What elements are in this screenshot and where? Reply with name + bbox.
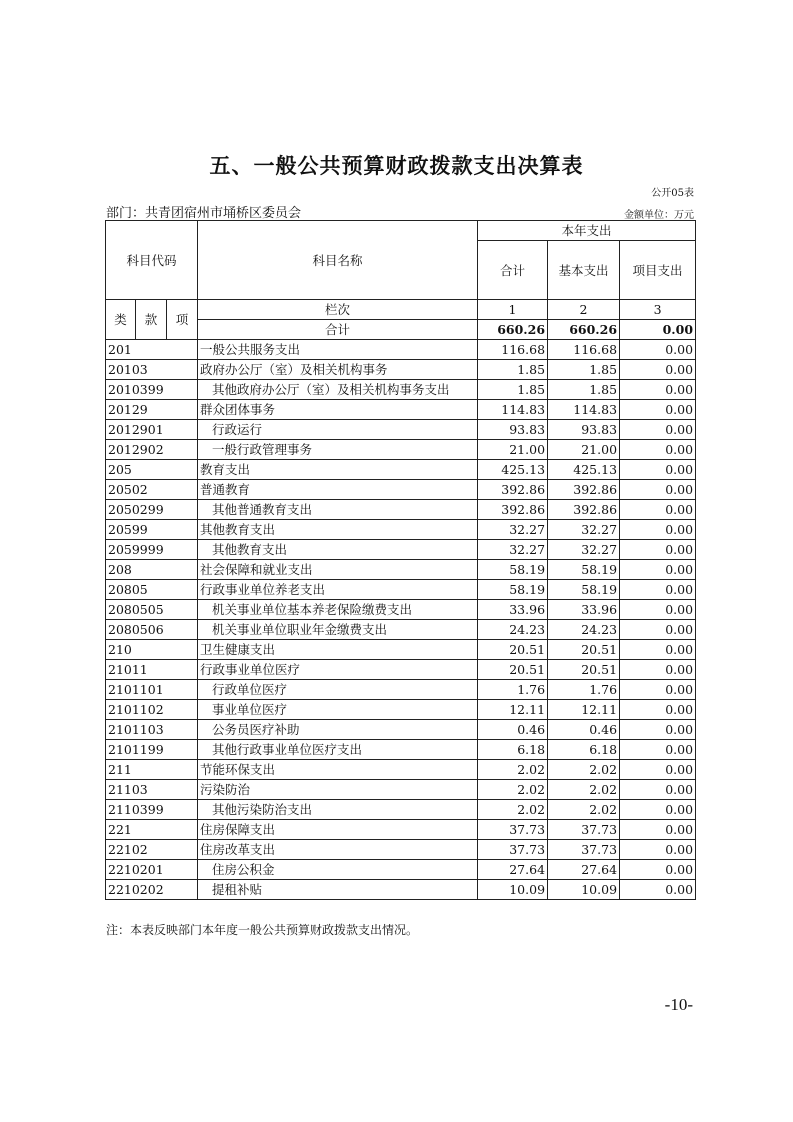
row-basic: 32.27 bbox=[548, 520, 620, 540]
row-basic: 425.13 bbox=[548, 460, 620, 480]
row-name: 其他政府办公厅（室）及相关机构事务支出 bbox=[198, 380, 478, 400]
row-name: 机关事业单位基本养老保险缴费支出 bbox=[198, 600, 478, 620]
row-project: 0.00 bbox=[620, 780, 696, 800]
row-code: 221 bbox=[106, 820, 198, 840]
table-row bbox=[106, 460, 696, 480]
row-total: 1.85 bbox=[478, 380, 548, 400]
row-project: 0.00 bbox=[620, 340, 696, 360]
row-basic: 2.02 bbox=[548, 780, 620, 800]
row-code: 20502 bbox=[106, 480, 198, 500]
table-row bbox=[106, 820, 696, 840]
row-total: 32.27 bbox=[478, 520, 548, 540]
row-project: 0.00 bbox=[620, 880, 696, 900]
row-code: 22102 bbox=[106, 840, 198, 860]
row-name: 行政事业单位养老支出 bbox=[198, 580, 478, 600]
table-row bbox=[106, 700, 696, 720]
sum-project: 0.00 bbox=[620, 320, 696, 340]
table-row bbox=[106, 720, 696, 740]
table-row bbox=[106, 440, 696, 460]
row-code: 2012901 bbox=[106, 420, 198, 440]
row-basic: 37.73 bbox=[548, 820, 620, 840]
table-row bbox=[106, 600, 696, 620]
row-project: 0.00 bbox=[620, 480, 696, 500]
row-code: 210 bbox=[106, 640, 198, 660]
row-basic: 116.68 bbox=[548, 340, 620, 360]
table-row bbox=[106, 380, 696, 400]
row-project: 0.00 bbox=[620, 500, 696, 520]
row-code: 2059999 bbox=[106, 540, 198, 560]
row-total: 2.02 bbox=[478, 780, 548, 800]
table-row bbox=[106, 880, 696, 900]
row-total: 58.19 bbox=[478, 560, 548, 580]
row-basic: 58.19 bbox=[548, 560, 620, 580]
sum-label: 合计 bbox=[198, 320, 478, 340]
row-project: 0.00 bbox=[620, 820, 696, 840]
row-total: 37.73 bbox=[478, 840, 548, 860]
row-total: 32.27 bbox=[478, 540, 548, 560]
table-row bbox=[106, 840, 696, 860]
row-name: 一般行政管理事务 bbox=[198, 440, 478, 460]
row-basic: 20.51 bbox=[548, 640, 620, 660]
row-total: 21.00 bbox=[478, 440, 548, 460]
row-total: 20.51 bbox=[478, 660, 548, 680]
row-name: 行政运行 bbox=[198, 420, 478, 440]
header-total: 合计 bbox=[478, 241, 548, 300]
row-total: 392.86 bbox=[478, 480, 548, 500]
table-row bbox=[106, 800, 696, 820]
row-name: 其他污染防治支出 bbox=[198, 800, 478, 820]
table-row bbox=[106, 500, 696, 520]
row-project: 0.00 bbox=[620, 800, 696, 820]
row-name: 群众团体事务 bbox=[198, 400, 478, 420]
row-basic: 1.85 bbox=[548, 360, 620, 380]
row-total: 37.73 bbox=[478, 820, 548, 840]
row-basic: 33.96 bbox=[548, 600, 620, 620]
row-name: 卫生健康支出 bbox=[198, 640, 478, 660]
row-code: 211 bbox=[106, 760, 198, 780]
row-basic: 58.19 bbox=[548, 580, 620, 600]
page-number: -10- bbox=[664, 995, 693, 1014]
row-total: 20.51 bbox=[478, 640, 548, 660]
column-number-1: 1 bbox=[478, 300, 548, 320]
header-lanci: 栏次 bbox=[198, 300, 478, 320]
table-row bbox=[106, 540, 696, 560]
row-total: 2.02 bbox=[478, 800, 548, 820]
row-project: 0.00 bbox=[620, 760, 696, 780]
column-number-3: 3 bbox=[620, 300, 696, 320]
row-project: 0.00 bbox=[620, 540, 696, 560]
row-code: 205 bbox=[106, 460, 198, 480]
row-basic: 392.86 bbox=[548, 500, 620, 520]
table-row bbox=[106, 620, 696, 640]
row-code: 2080505 bbox=[106, 600, 198, 620]
row-project: 0.00 bbox=[620, 560, 696, 580]
row-code: 2210202 bbox=[106, 880, 198, 900]
row-project: 0.00 bbox=[620, 580, 696, 600]
table-row bbox=[106, 520, 696, 540]
row-code: 20129 bbox=[106, 400, 198, 420]
row-project: 0.00 bbox=[620, 860, 696, 880]
row-name: 其他普通教育支出 bbox=[198, 500, 478, 520]
row-project: 0.00 bbox=[620, 520, 696, 540]
row-total: 425.13 bbox=[478, 460, 548, 480]
row-name: 公务员医疗补助 bbox=[198, 720, 478, 740]
header-subject-code: 科目代码 bbox=[106, 221, 198, 300]
row-code: 2101103 bbox=[106, 720, 198, 740]
row-project: 0.00 bbox=[620, 440, 696, 460]
column-number-2: 2 bbox=[548, 300, 620, 320]
row-code: 2101101 bbox=[106, 680, 198, 700]
table-row bbox=[106, 660, 696, 680]
table-row bbox=[106, 860, 696, 880]
table-row bbox=[106, 580, 696, 600]
row-code: 2050299 bbox=[106, 500, 198, 520]
row-basic: 392.86 bbox=[548, 480, 620, 500]
row-name: 住房公积金 bbox=[198, 860, 478, 880]
row-project: 0.00 bbox=[620, 420, 696, 440]
row-code: 21011 bbox=[106, 660, 198, 680]
row-name: 行政单位医疗 bbox=[198, 680, 478, 700]
row-name: 政府办公厅（室）及相关机构事务 bbox=[198, 360, 478, 380]
row-total: 10.09 bbox=[478, 880, 548, 900]
row-name: 其他教育支出 bbox=[198, 520, 478, 540]
row-basic: 6.18 bbox=[548, 740, 620, 760]
row-total: 392.86 bbox=[478, 500, 548, 520]
row-basic: 24.23 bbox=[548, 620, 620, 640]
row-basic: 1.85 bbox=[548, 380, 620, 400]
row-project: 0.00 bbox=[620, 600, 696, 620]
table-row bbox=[106, 680, 696, 700]
row-total: 1.85 bbox=[478, 360, 548, 380]
row-project: 0.00 bbox=[620, 840, 696, 860]
row-basic: 20.51 bbox=[548, 660, 620, 680]
sum-basic: 660.26 bbox=[548, 320, 620, 340]
row-name: 事业单位医疗 bbox=[198, 700, 478, 720]
row-name: 一般公共服务支出 bbox=[198, 340, 478, 360]
row-basic: 32.27 bbox=[548, 540, 620, 560]
row-basic: 10.09 bbox=[548, 880, 620, 900]
row-basic: 37.73 bbox=[548, 840, 620, 860]
header-subject-name: 科目名称 bbox=[198, 221, 478, 300]
row-project: 0.00 bbox=[620, 720, 696, 740]
row-project: 0.00 bbox=[620, 660, 696, 680]
row-total: 2.02 bbox=[478, 760, 548, 780]
table-row bbox=[106, 760, 696, 780]
row-total: 6.18 bbox=[478, 740, 548, 760]
row-name: 教育支出 bbox=[198, 460, 478, 480]
table-row bbox=[106, 640, 696, 660]
row-total: 58.19 bbox=[478, 580, 548, 600]
row-code: 2110399 bbox=[106, 800, 198, 820]
row-project: 0.00 bbox=[620, 740, 696, 760]
table-row bbox=[106, 400, 696, 420]
header-year-expense: 本年支出 bbox=[478, 221, 696, 241]
header-basic: 基本支出 bbox=[548, 241, 620, 300]
row-code: 2101199 bbox=[106, 740, 198, 760]
row-project: 0.00 bbox=[620, 460, 696, 480]
row-basic: 27.64 bbox=[548, 860, 620, 880]
row-total: 12.11 bbox=[478, 700, 548, 720]
row-basic: 0.46 bbox=[548, 720, 620, 740]
row-total: 114.83 bbox=[478, 400, 548, 420]
row-code: 20599 bbox=[106, 520, 198, 540]
row-total: 1.76 bbox=[478, 680, 548, 700]
table-row bbox=[106, 360, 696, 380]
row-code: 208 bbox=[106, 560, 198, 580]
row-total: 24.23 bbox=[478, 620, 548, 640]
table-row bbox=[106, 420, 696, 440]
row-basic: 21.00 bbox=[548, 440, 620, 460]
sum-total: 660.26 bbox=[478, 320, 548, 340]
row-total: 0.46 bbox=[478, 720, 548, 740]
header-xiang: 项 bbox=[167, 300, 198, 340]
row-code: 201 bbox=[106, 340, 198, 360]
row-name: 社会保障和就业支出 bbox=[198, 560, 478, 580]
table-row bbox=[106, 740, 696, 760]
row-code: 20805 bbox=[106, 580, 198, 600]
table-row bbox=[106, 480, 696, 500]
row-basic: 1.76 bbox=[548, 680, 620, 700]
row-project: 0.00 bbox=[620, 400, 696, 420]
header-kuan: 款 bbox=[136, 300, 167, 340]
row-project: 0.00 bbox=[620, 620, 696, 640]
row-basic: 114.83 bbox=[548, 400, 620, 420]
row-project: 0.00 bbox=[620, 360, 696, 380]
amount-unit-label: 金额单位：万元 bbox=[624, 210, 694, 221]
department-label: 部门：共青团宿州市埇桥区委员会 bbox=[106, 206, 302, 221]
table-row bbox=[106, 340, 696, 360]
row-project: 0.00 bbox=[620, 640, 696, 660]
row-project: 0.00 bbox=[620, 700, 696, 720]
row-code: 2101102 bbox=[106, 700, 198, 720]
row-basic: 2.02 bbox=[548, 760, 620, 780]
row-name: 普通教育 bbox=[198, 480, 478, 500]
row-code: 20103 bbox=[106, 360, 198, 380]
row-total: 116.68 bbox=[478, 340, 548, 360]
expenditure-table bbox=[105, 220, 696, 900]
row-code: 2012902 bbox=[106, 440, 198, 460]
row-code: 2010399 bbox=[106, 380, 198, 400]
row-name: 提租补贴 bbox=[198, 880, 478, 900]
row-basic: 2.02 bbox=[548, 800, 620, 820]
table-row bbox=[106, 780, 696, 800]
row-name: 住房改革支出 bbox=[198, 840, 478, 860]
table-row bbox=[106, 560, 696, 580]
row-name: 节能环保支出 bbox=[198, 760, 478, 780]
row-code: 21103 bbox=[106, 780, 198, 800]
row-name: 污染防治 bbox=[198, 780, 478, 800]
row-name: 其他教育支出 bbox=[198, 540, 478, 560]
row-total: 27.64 bbox=[478, 860, 548, 880]
header-lei: 类 bbox=[106, 300, 136, 340]
row-project: 0.00 bbox=[620, 680, 696, 700]
row-code: 2210201 bbox=[106, 860, 198, 880]
form-number: 公开05表 bbox=[651, 188, 694, 199]
row-total: 93.83 bbox=[478, 420, 548, 440]
table-note: 注：本表反映部门本年度一般公共预算财政拨款支出情况。 bbox=[106, 923, 419, 937]
page-title: 五、一般公共预算财政拨款支出决算表 bbox=[209, 154, 584, 178]
row-total: 33.96 bbox=[478, 600, 548, 620]
row-basic: 12.11 bbox=[548, 700, 620, 720]
row-name: 机关事业单位职业年金缴费支出 bbox=[198, 620, 478, 640]
row-name: 其他行政事业单位医疗支出 bbox=[198, 740, 478, 760]
header-project: 项目支出 bbox=[620, 241, 696, 300]
row-code: 2080506 bbox=[106, 620, 198, 640]
row-name: 行政事业单位医疗 bbox=[198, 660, 478, 680]
row-name: 住房保障支出 bbox=[198, 820, 478, 840]
row-project: 0.00 bbox=[620, 380, 696, 400]
row-basic: 93.83 bbox=[548, 420, 620, 440]
